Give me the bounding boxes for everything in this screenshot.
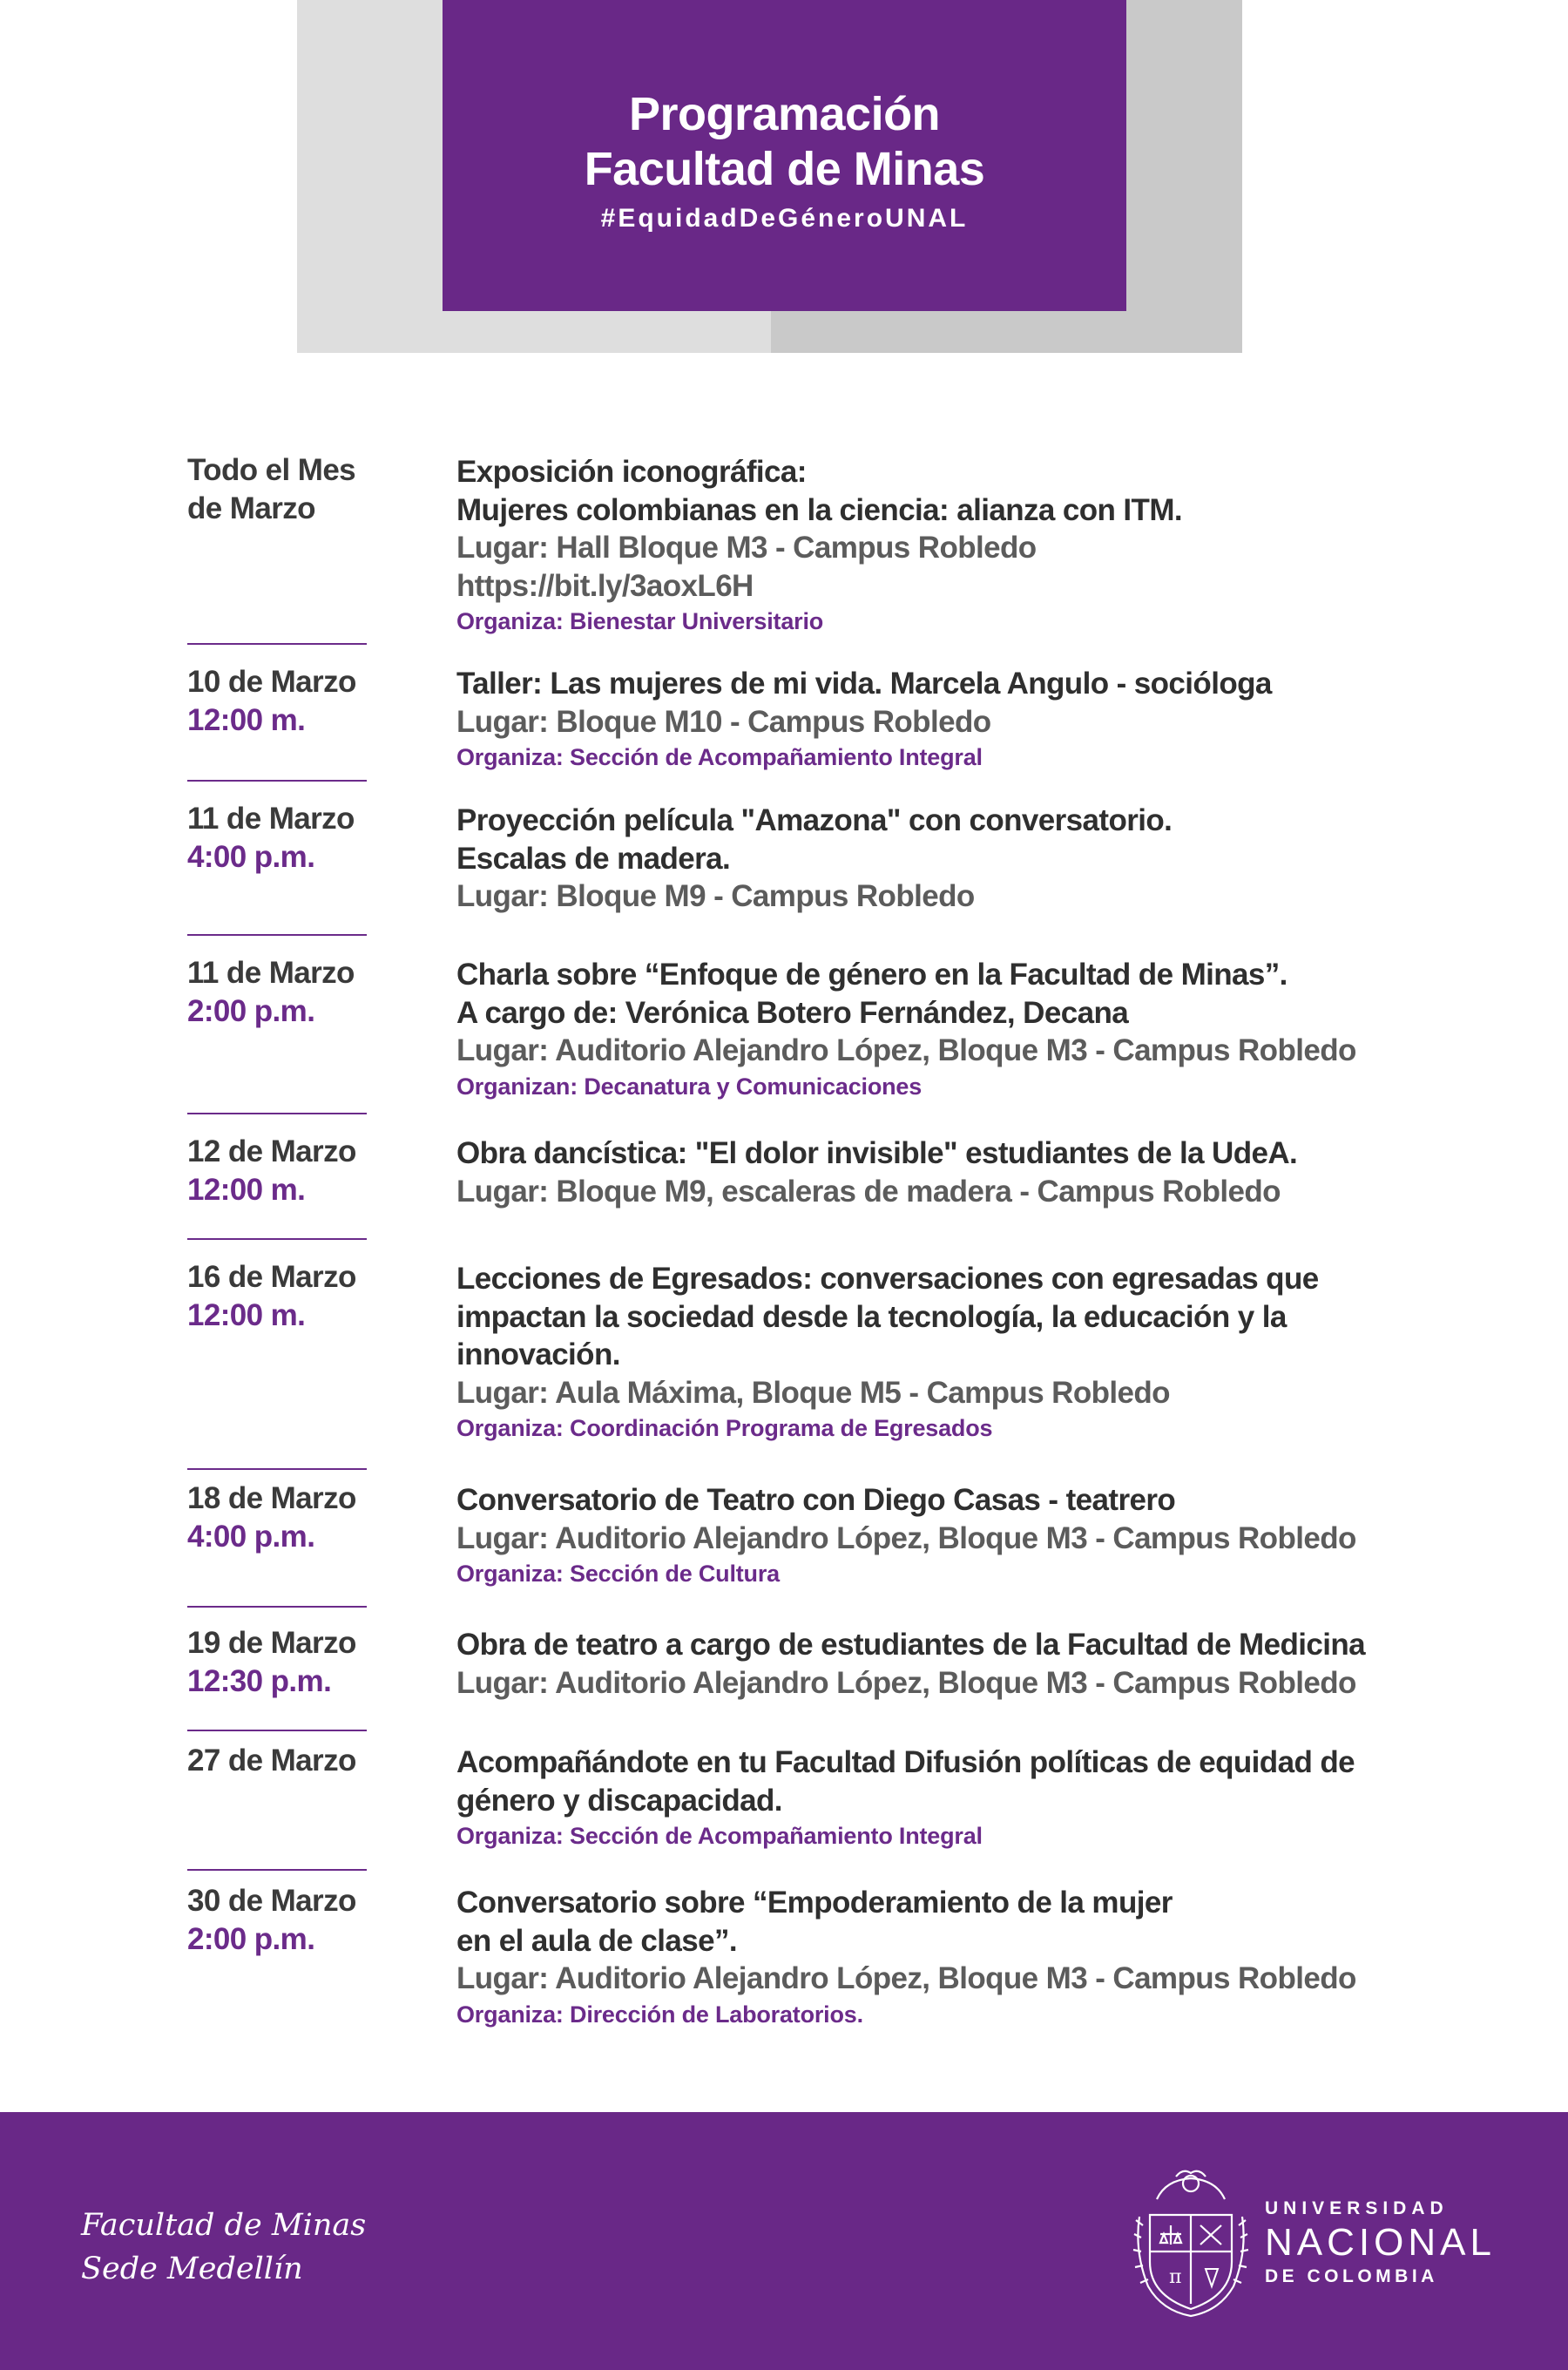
event-location-line: https://bit.ly/3aoxL6H [456,568,754,603]
event-time: 2:00 p.m. [187,1922,315,1956]
event-time: 12:00 m. [187,1173,306,1207]
event-divider [187,934,367,936]
event-date [187,1882,388,1959]
event-details [456,802,1502,916]
event-date-label: 27 de Marzo [187,1744,356,1778]
event-location-line: Lugar: Auditorio Alejandro López, Bloque M3 - Campus Robledo [456,1665,1356,1700]
event-date-label-line2: de Marzo [187,491,315,525]
event-location-line: Lugar: Hall Bloque M3 - Campus Robledo [456,531,1037,565]
event-details [456,1744,1502,1852]
event-location-line: Lugar: Bloque M9 - Campus Robledo [456,879,975,913]
event-date-label: 11 de Marzo [187,956,355,990]
event-details [456,956,1502,1103]
event-location-line: Lugar: Auditorio Alejandro López, Bloque M3 - Campus Robledo [456,1033,1356,1067]
event-title-line: Exposición iconográfica: [456,455,807,489]
event-title-line: A cargo de: Verónica Botero Fernández, Decana [456,995,1129,1030]
page-title-line1: Programación [628,87,941,140]
event-details [456,1884,1502,2031]
event-date-label: Todo el Mes [187,453,356,487]
event-divider [187,1238,367,1240]
event-location-line: Lugar: Aula Máxima, Bloque M5 - Campus Robledo [456,1375,1170,1410]
event-title-line: Obra de teatro a cargo de estudiantes de la Facultad de Medicina [456,1628,1366,1662]
event-date [187,451,388,528]
event-organizer-line: Organiza: Coordinación Programa de Egresados [456,1415,993,1441]
event-details [456,665,1502,774]
event-title-line: Lecciones de Egresados: conversaciones con egresadas que [456,1262,1319,1296]
event-title-line: innovación. [456,1337,620,1371]
event-divider [187,780,367,782]
event-details [456,453,1502,638]
hashtag: #EquidadDeGéneroUNAL [600,203,969,233]
event-time: 4:00 p.m. [187,1520,315,1554]
event-organizer-line: Organiza: Bienestar Universitario [456,608,824,634]
event-date [187,1133,388,1209]
event-divider [187,1730,367,1731]
event-organizer-line: Organiza: Sección de Acompañamiento Integral [456,744,983,770]
event-divider [187,643,367,645]
event-location-line: Lugar: Bloque M9, escaleras de madera - Campus Robledo [456,1174,1281,1209]
event-divider [187,1869,367,1871]
event-divider [187,1113,367,1114]
event-date [187,1480,388,1556]
event-title-line: Charla sobre “Enfoque de género en la Facultad de Minas”. [456,958,1288,992]
event-date [187,663,388,740]
footer-faculty [81,2204,366,2291]
event-title-line: Mujeres colombianas en la ciencia: alianza con ITM. [456,492,1183,527]
event-date-label: 11 de Marzo [187,802,355,836]
event-organizer-line: Organiza: Sección de Cultura [456,1561,780,1587]
event-title-line: Obra dancística: "El dolor invisible" estudiantes de la UdeA. [456,1136,1298,1170]
event-details [456,1626,1502,1702]
event-title-line: género y discapacidad. [456,1783,782,1818]
event-date-label: 12 de Marzo [187,1134,356,1168]
university-crest-icon [1131,2164,1251,2319]
event-date [187,954,388,1031]
event-title-line: Escalas de madera. [456,841,731,876]
event-title-line: Conversatorio sobre “Empoderamiento de la mujer [456,1886,1173,1920]
event-date-label: 19 de Marzo [187,1626,356,1660]
footer-faculty-name: Facultad de Minas [81,2208,367,2243]
event-time: 12:00 m. [187,703,306,737]
event-time: 12:30 p.m. [187,1664,332,1698]
event-location-line: Lugar: Auditorio Alejandro López, Bloque M3 - Campus Robledo [456,1961,1356,1995]
event-organizer-line: Organiza: Dirección de Laboratorios. [456,2001,863,2028]
event-date [187,1624,388,1701]
event-date [187,800,388,877]
event-date-label: 30 de Marzo [187,1884,356,1918]
event-location-line: Lugar: Bloque M10 - Campus Robledo [456,704,991,739]
event-title-line: impactan la sociedad desde la tecnología, la educación y la [456,1299,1287,1334]
event-organizer-line: Organizan: Decanatura y Comunicaciones [456,1073,923,1100]
logo-text-de-colombia: DE COLOMBIA [1265,2266,1438,2286]
event-date-label: 16 de Marzo [187,1260,356,1294]
page-title-line2: Facultad de Minas [584,142,985,195]
event-divider [187,1468,367,1470]
event-date-label: 10 de Marzo [187,665,356,699]
footer [0,2112,1568,2370]
event-title-line: Proyección película "Amazona" con conversatorio. [456,803,1173,837]
header-banner [443,0,1126,311]
event-title-line: Conversatorio de Teatro con Diego Casas - teatrero [456,1483,1176,1517]
logo-text-nacional: NACIONAL [1265,2221,1496,2264]
event-divider [187,1606,367,1608]
event-details [456,1481,1502,1590]
svg-text:π: π [1169,2266,1182,2288]
event-date [187,1742,388,1780]
university-logo-text [1265,2197,1496,2288]
event-details [456,1134,1502,1210]
event-date [187,1258,388,1335]
event-organizer-line: Organiza: Sección de Acompañamiento Integral [456,1823,983,1849]
event-time: 12:00 m. [187,1298,306,1332]
footer-campus-name: Sede Medellín [81,2252,303,2286]
logo-text-universidad: UNIVERSIDAD [1265,2198,1449,2218]
event-time: 2:00 p.m. [187,994,315,1028]
event-title-line: en el aula de clase”. [456,1923,738,1958]
event-title-line: Acompañándote en tu Facultad Difusión políticas de equidad de [456,1745,1355,1779]
event-location-line: Lugar: Auditorio Alejandro López, Bloque M3 - Campus Robledo [456,1520,1356,1555]
event-details [456,1260,1502,1445]
event-time: 4:00 p.m. [187,840,315,874]
event-date-label: 18 de Marzo [187,1481,356,1515]
event-title-line: Taller: Las mujeres de mi vida. Marcela Angulo - socióloga [456,667,1272,701]
